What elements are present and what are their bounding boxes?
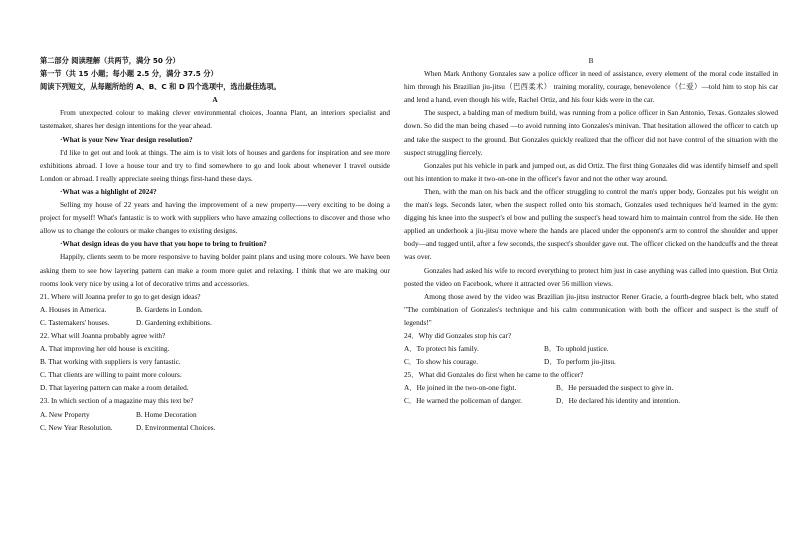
question-24-options-row: [404, 355, 778, 368]
question-22-option-d: D. That layering pattern can make a room detailed.: [40, 383, 189, 393]
passage-b-letter: B: [588, 56, 594, 65]
question-23-option-a: A. New Property: [40, 409, 90, 419]
question-21-options-row: [40, 303, 390, 316]
passage-a-answer-3: Happily, clients seem to be more responsive to having bolder paint plans and using more colours. We have been asking them to see how layering pattern can make a room more quiet and relaxing. I think that we are making our rooms look very nice by using a lot of decorative trims and accessories.: [40, 252, 390, 288]
question-24-option-c: C．To show his courage.: [404, 357, 479, 367]
question-21-stem: 21. Where will Joanna prefer to go to get design ideas?: [40, 291, 201, 301]
question-22-stem: 22. What will Joanna probably agree with?: [40, 330, 166, 340]
passage-b-paragraph: Gonzales had asked his wife to record everything to protect him just in case anything was called into question. But Ortiz posted the video on Facebook, where it attracted over 56 million views.: [404, 265, 778, 288]
passage-b-paragraph: Among those awed by the video was Brazilian jiu-jitsu instructor Rener Gracie, a fourth-degree black belt, who stated "The combination of Gonzales's technique and his calm communication with both the officer and suspect is the stuff of legends!": [404, 291, 778, 327]
question-23-option-b: B. Home Decoration: [136, 409, 197, 419]
question-23-option-c: C. New Year Resolution.: [40, 422, 113, 432]
question-25-options-row: [404, 381, 778, 394]
question-25-stem: 25．What did Gonzales do first when he came to the officer?: [404, 370, 584, 380]
passage-a-intro: From unexpected colour to making clever environmental choices, Joanna Plant, an interiors specialist and tastemaker, shares her design intentions for the year ahead.: [40, 108, 390, 131]
passage-b-paragraph: Then, with the man on his back and the officer struggling to control the man's upper body, Gonzales put his weight on the man's legs. Seconds later, when the suspect rolled onto his stomach, Gonzales used techniques he'd learned in the gym: digging his knee into the suspect's el bow and pulling the suspect's head toward him to maintain control from the side. He then applied an underhook a jiu-jitsu move where the hands are placed under the opponent's arm to control the shoulder and upper body—and tugged until, after a few seconds, the suspect's shoulder gave out. The officer clicked on the handcuffs and the threat was over.: [404, 186, 778, 262]
passage-a-letter: A: [212, 95, 218, 105]
passage-a-question-3: ·What design ideas do you have that you hope to bring to fruition?: [60, 239, 267, 249]
question-21-option-c: C. Tastemakers' houses.: [40, 317, 110, 327]
passage-b-paragraph: Gonzales put his vehicle in park and jumped out, as did Ortiz. The first thing Gonzales did was identify himself and spell out his intention to make it two-on-one in the officer's favor and not the other way around.: [404, 160, 778, 183]
left-column: [40, 54, 390, 434]
question-21-option-a: A. Houses in America.: [40, 304, 107, 314]
question-25-option-b: B．He persuaded the suspect to give in.: [556, 383, 674, 393]
question-24-option-d: D．To perform jiu-jitsu.: [544, 357, 616, 367]
question-24-stem: 24．Why did Gonzales stop his car?: [404, 330, 512, 340]
right-column: [404, 54, 778, 408]
question-25-options-row: [404, 394, 778, 407]
question-21-option-d: D. Gardening exhibitions.: [136, 317, 212, 327]
question-21-options-row: [40, 316, 390, 329]
question-24-option-b: B．To uphold justice.: [544, 344, 609, 354]
question-25-option-d: D．He declared his identity and intention.: [556, 396, 681, 406]
question-22-option-a: A. That improving her old house is exciting.: [40, 344, 170, 354]
passage-a-question-1: ·What is your New Year design resolution?: [60, 134, 193, 144]
question-24-options-row: [404, 342, 778, 355]
question-25-option-c: C．He warned the policeman of danger.: [404, 396, 522, 406]
question-23-option-d: D. Environmental Choices.: [136, 422, 216, 432]
question-21-option-b: B. Gardens in London.: [136, 304, 203, 314]
question-24-option-a: A．To protect his family.: [404, 344, 479, 354]
section-sub-title: 第一节（共 15 小题；每小题 2.5 分，满分 37.5 分）: [40, 69, 218, 79]
passage-a-question-2: ·What was a highlight of 2024?: [60, 186, 157, 196]
passage-b-paragraph: When Mark Anthony Gonzales saw a police officer in need of assistance, every element of the moral code installed in him through his Brazilian jiu-jitsu（巴西柔术） training morality, courage, benevolence（仁爱）—told him to stop his car and lend a hand, even though his wife, Rachel Ortiz, and his four kids were in the car.: [404, 69, 778, 105]
question-23-stem: 23. In which section of a magazine may this text be?: [40, 396, 194, 406]
question-22-option-c: C. That clients are willing to paint more colours.: [40, 370, 182, 380]
section-instruction: 阅读下列短文，从每题所给的 A、B、C 和 D 四个选项中，选出最佳选项。: [40, 82, 281, 92]
passage-a-answer-2: Selling my house of 22 years and having the improvement of a new property-----very exciting to be doing a project for myself! What's fantastic is to work with suppliers who have amazing collections to discover and those who allow us to change the colours or make changes to existing designs.: [40, 200, 390, 236]
question-23-options-row: [40, 421, 390, 434]
question-23-options-row: [40, 408, 390, 421]
question-22-option-b: B. That working with suppliers is very fantastic.: [40, 357, 181, 367]
passage-b-paragraph: The suspect, a balding man of medium build, was running from a police officer in San Antonio, Texas. Gonzales slowed down. So did the man being chased —to avoid running into Gonzales's minivan. That hesitation allowed the officer to catch up and take the suspect to the ground. But Gonzales quickly realized that the officer did not have control of the situation with the suspect struggling fiercely.: [404, 108, 778, 157]
passage-a-answer-1: I'd like to get out and look at things. The aim is to visit lots of houses and gardens for inspiration and see more exhibitions abroad. I love a house tour and try to find somewhere to go and look about whenever I travel outside London or abroad. I really appreciate seeing things first-hand these days.: [40, 147, 390, 183]
question-25-option-a: A．He joined in the two-on-one fight.: [404, 383, 517, 393]
section-part-title: 第二部分 阅读理解（共两节，满分 50 分）: [40, 56, 180, 65]
